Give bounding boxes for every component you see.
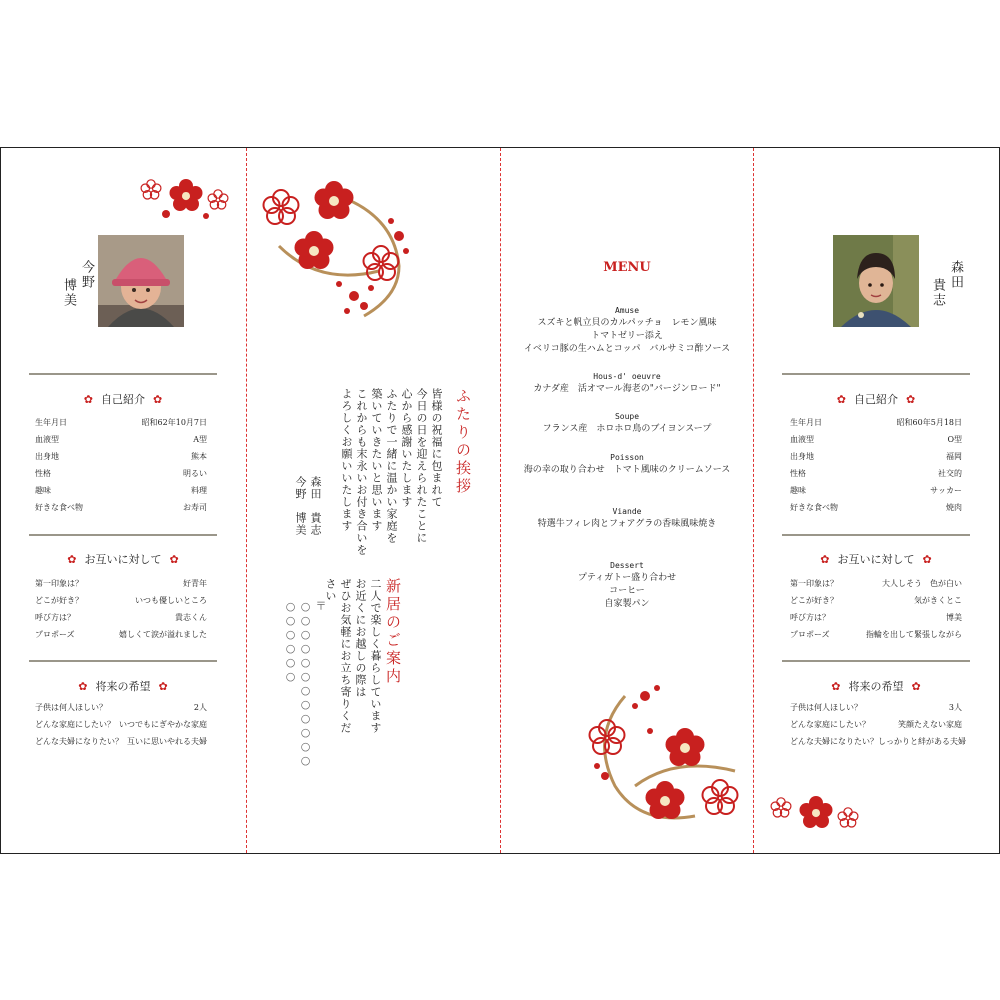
menu-panel (500, 148, 753, 853)
plum-blossom-icon (136, 176, 236, 226)
list-item: 呼び方は？ 博美 (790, 613, 962, 622)
list-item: どこが好き？ 気がきくとこ (790, 596, 962, 605)
list-item: 生年月日 昭和62年10月7日 (35, 418, 207, 427)
list-item: 好きな食べ物 焼肉 (790, 503, 962, 512)
section-divider (29, 660, 217, 662)
mutual-list (790, 575, 962, 643)
list-item: どんな夫婦になりたい？ しっかりと絆がある夫婦 (790, 737, 966, 746)
section-divider (29, 534, 217, 536)
list-item: 血液型 A型 (35, 435, 207, 444)
mutual-title: お互いに対して (837, 553, 915, 566)
list-item: 性格 明るい (35, 469, 207, 478)
bride-given-name: 博美 (61, 278, 76, 308)
menu-course: Poisson 海の幸の取り合わせ トマト風味のクリームソース (500, 451, 754, 477)
new-home-title: 新居のご案内 (384, 578, 402, 686)
section-heading (782, 391, 970, 407)
future-list (35, 699, 207, 750)
mutual-list (35, 575, 207, 643)
list-item: 好きな食べ物 お寿司 (35, 503, 207, 512)
plum-blossom-icon: ✿ (836, 393, 846, 406)
greeting-title: ふたりの挨拶 (454, 388, 472, 496)
list-item: プロポーズ 指輪を出して緊張しながら (790, 630, 962, 639)
list-item: どんな家庭にしたい？ 笑顔たえない家庭 (790, 720, 962, 729)
plum-blossom-wreath-icon (259, 176, 414, 321)
plum-blossom-icon: ✿ (83, 393, 93, 406)
plum-blossom-icon: ✿ (906, 393, 916, 406)
plum-blossom-icon (766, 788, 866, 838)
plum-blossom-icon: ✿ (831, 680, 841, 693)
future-title: 将来の希望 (848, 680, 904, 693)
plum-blossom-wreath-icon (585, 676, 745, 836)
groom-photo (833, 235, 919, 327)
plum-blossom-icon: ✿ (153, 393, 163, 406)
menu-course: Viande 特選牛フィレ肉とフォアグラの香味風味焼き (500, 505, 754, 531)
plum-blossom-icon: ✿ (911, 680, 921, 693)
self-intro-title: 自己紹介 (854, 393, 898, 406)
course-name: Soupe (614, 412, 640, 421)
postal-mark: 〒 (314, 600, 327, 612)
plum-blossom-icon: ✿ (78, 680, 88, 693)
greeting-message: 皆様の祝福に包まれて 今日の日を迎えられたことに 心から感謝いたします ふたりで一緒に温かい家庭を 築いていきたいと思います これからも末永いお付き合いを よろしくお願いいたします (340, 388, 443, 556)
new-home-message: 二人で楽しく暮らしています お近くにお越しの際は ぜひお気軽にお立ち寄りください (324, 578, 382, 734)
groom-profile-panel (754, 148, 999, 853)
plum-blossom-icon: ✿ (169, 553, 179, 566)
list-item: 第一印象は？ 大人しそう 色が白い (790, 579, 962, 588)
list-item: どこが好き？ いつも優しいところ (35, 596, 207, 605)
list-item: 第一印象は？ 好青年 (35, 579, 207, 588)
list-item: 趣味 料理 (35, 486, 207, 495)
plum-blossom-icon: ✿ (158, 680, 168, 693)
course-name: Dessert (610, 561, 644, 570)
plum-blossom-icon: ✿ (67, 553, 77, 566)
greeting-signature: 森田 貴志 今野 博美 (294, 476, 322, 536)
groom-given-name: 貴志 (930, 278, 945, 308)
course-name: Poisson (610, 453, 644, 462)
menu-course: Amuse スズキと帆立貝のカルパッチョ レモン風味 トマトゼリー添え イベリコ豚の生ハムとコッパ バルサミコ酢ソース (500, 304, 754, 356)
list-item: 出身地 福岡 (790, 452, 962, 461)
menu-course: Dessert プティガトー盛り合わせ コーヒー 自家製パン (500, 559, 754, 611)
section-heading (29, 551, 217, 567)
section-heading (29, 391, 217, 407)
list-item: 子供は何人ほしい？ 2人 (35, 703, 207, 712)
groom-surname: 森田 (948, 260, 963, 290)
future-list (790, 699, 966, 750)
section-heading (29, 678, 217, 694)
bride-name (59, 260, 95, 340)
plum-blossom-icon: ✿ (922, 553, 932, 566)
bride-photo (98, 235, 184, 327)
mutual-title: お互いに対して (84, 553, 162, 566)
course-name: Viande (612, 507, 642, 516)
section-heading (782, 551, 970, 567)
groom-name (928, 260, 964, 340)
section-divider (29, 373, 217, 375)
section-heading (782, 678, 970, 694)
list-item: プロポーズ 嬉しくて涙が溢れました (35, 630, 207, 639)
list-item: 呼び方は？ 貴志くん (35, 613, 207, 622)
list-item: どんな夫婦になりたい？ 互いに思いやれる夫婦 (35, 737, 207, 746)
bride-surname: 今野 (79, 260, 94, 290)
list-item: 子供は何人ほしい？ 3人 (790, 703, 962, 712)
menu-course: Soupe フランス産 ホロホロ鳥のブイヨンスープ (500, 410, 754, 436)
self-intro-list (35, 414, 207, 516)
new-home-address: 〒 ○○○○○○○○○○○○ ○○○○○○ (284, 600, 327, 768)
list-item: どんな家庭にしたい？ いつでもにぎやかな家庭 (35, 720, 207, 729)
greeting-panel (247, 148, 500, 853)
menu-course: Hous-d' oeuvre カナダ産 活オマール海老の"バージンロード" (500, 370, 754, 396)
future-title: 将来の希望 (95, 680, 151, 693)
list-item: 生年月日 昭和60年5月18日 (790, 418, 962, 427)
section-divider (782, 373, 970, 375)
self-intro-list (790, 414, 962, 516)
program-sheet (0, 147, 1000, 854)
list-item: 性格 社交的 (790, 469, 962, 478)
course-name: Amuse (614, 306, 640, 315)
bride-profile-panel (1, 148, 246, 853)
list-item: 趣味 サッカー (790, 486, 962, 495)
list-item: 出身地 熊本 (35, 452, 207, 461)
section-divider (782, 660, 970, 662)
course-name: Hous-d' oeuvre (593, 372, 661, 381)
self-intro-title: 自己紹介 (101, 393, 145, 406)
list-item: 血液型 O型 (790, 435, 962, 444)
section-divider (782, 534, 970, 536)
plum-blossom-icon: ✿ (820, 553, 830, 566)
menu-title: MENU (603, 260, 651, 275)
